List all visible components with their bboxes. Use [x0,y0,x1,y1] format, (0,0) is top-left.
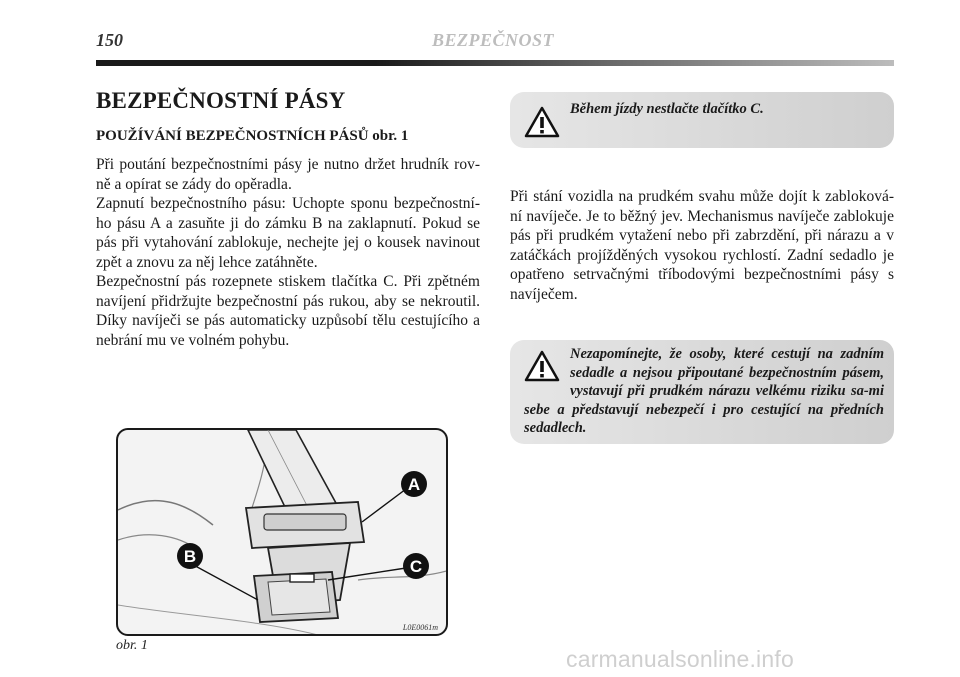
warning-box [510,92,894,148]
seatbelt-figure [116,428,448,636]
warning-text: Nezapomínejte, že osoby, které cestují na zadním sedadle a nejsou připoutané bezpečnostním pásem, vystavují při prudkém nárazu velkému riziku sa-mi sebe a představují nebezpečí i pro cestující na předních sedadlech. [524,346,884,436]
figure-caption: obr. 1 [116,638,148,653]
seatbelt-buckle-illustration [118,430,448,636]
figure-code: L0E0061m [402,623,438,632]
page-title: BEZPEČNOSTNÍ PÁSY [96,88,346,113]
warning-icon [524,106,560,138]
body-paragraph: Bezpečnostní pás rozepnete stiskem tlačítka C. Při zpětném navíjení přidržujte bezpečnostní pás rukou, aby se nekroutil. Díky navíječi se pás automaticky uzpůsobí tělu cestujícího a nebrání mu ve volném pohybu. [96,273,480,349]
left-column [96,88,480,350]
label-a: A [407,475,421,494]
warning-box [510,340,894,444]
body-paragraph: Při poutání bezpečnostními pásy je nutno držet hrudník rov-ně a opírat se zády do opěradla. [96,156,480,193]
body-paragraph: Při stání vozidla na prudkém svahu může dojít k zabloková-ní navíječe. Je to běžný jev. Mechanismus navíječe zablokuje pás při prudkém vytažení nebo při zabrzdění, při nárazu a v zatáčkách projížděných vysokou rychlostí. Zadní sedadlo je opatřeno setrvačnými tříbodovými bezpečnostními pásy s navíječem. [510,188,894,303]
header-rule [96,60,894,66]
label-c: C [409,557,423,576]
watermark: carmanualsonline.info [566,646,794,672]
label-b: B [183,547,197,566]
body-text [96,155,480,350]
section-header: BEZPEČNOST [432,30,555,50]
page-number: 150 [96,30,123,50]
warning-text: Během jízdy nestlačte tlačítko C. [570,101,764,117]
body-paragraph: Zapnutí bezpečnostního pásu: Uchopte sponu bezpečnostní-ho pásu A a zasuňte ji do zámku B na zaklapnutí. Pokud se pás při vytahování zablokuje, nechejte jej o kousek navinout zpět a znovu za něj lehce zatáhněte. [96,195,480,271]
warning-icon [524,350,560,382]
section-subtitle: POUŽÍVÁNÍ BEZPEČNOSTNÍCH PÁSŮ obr. 1 [96,128,409,144]
